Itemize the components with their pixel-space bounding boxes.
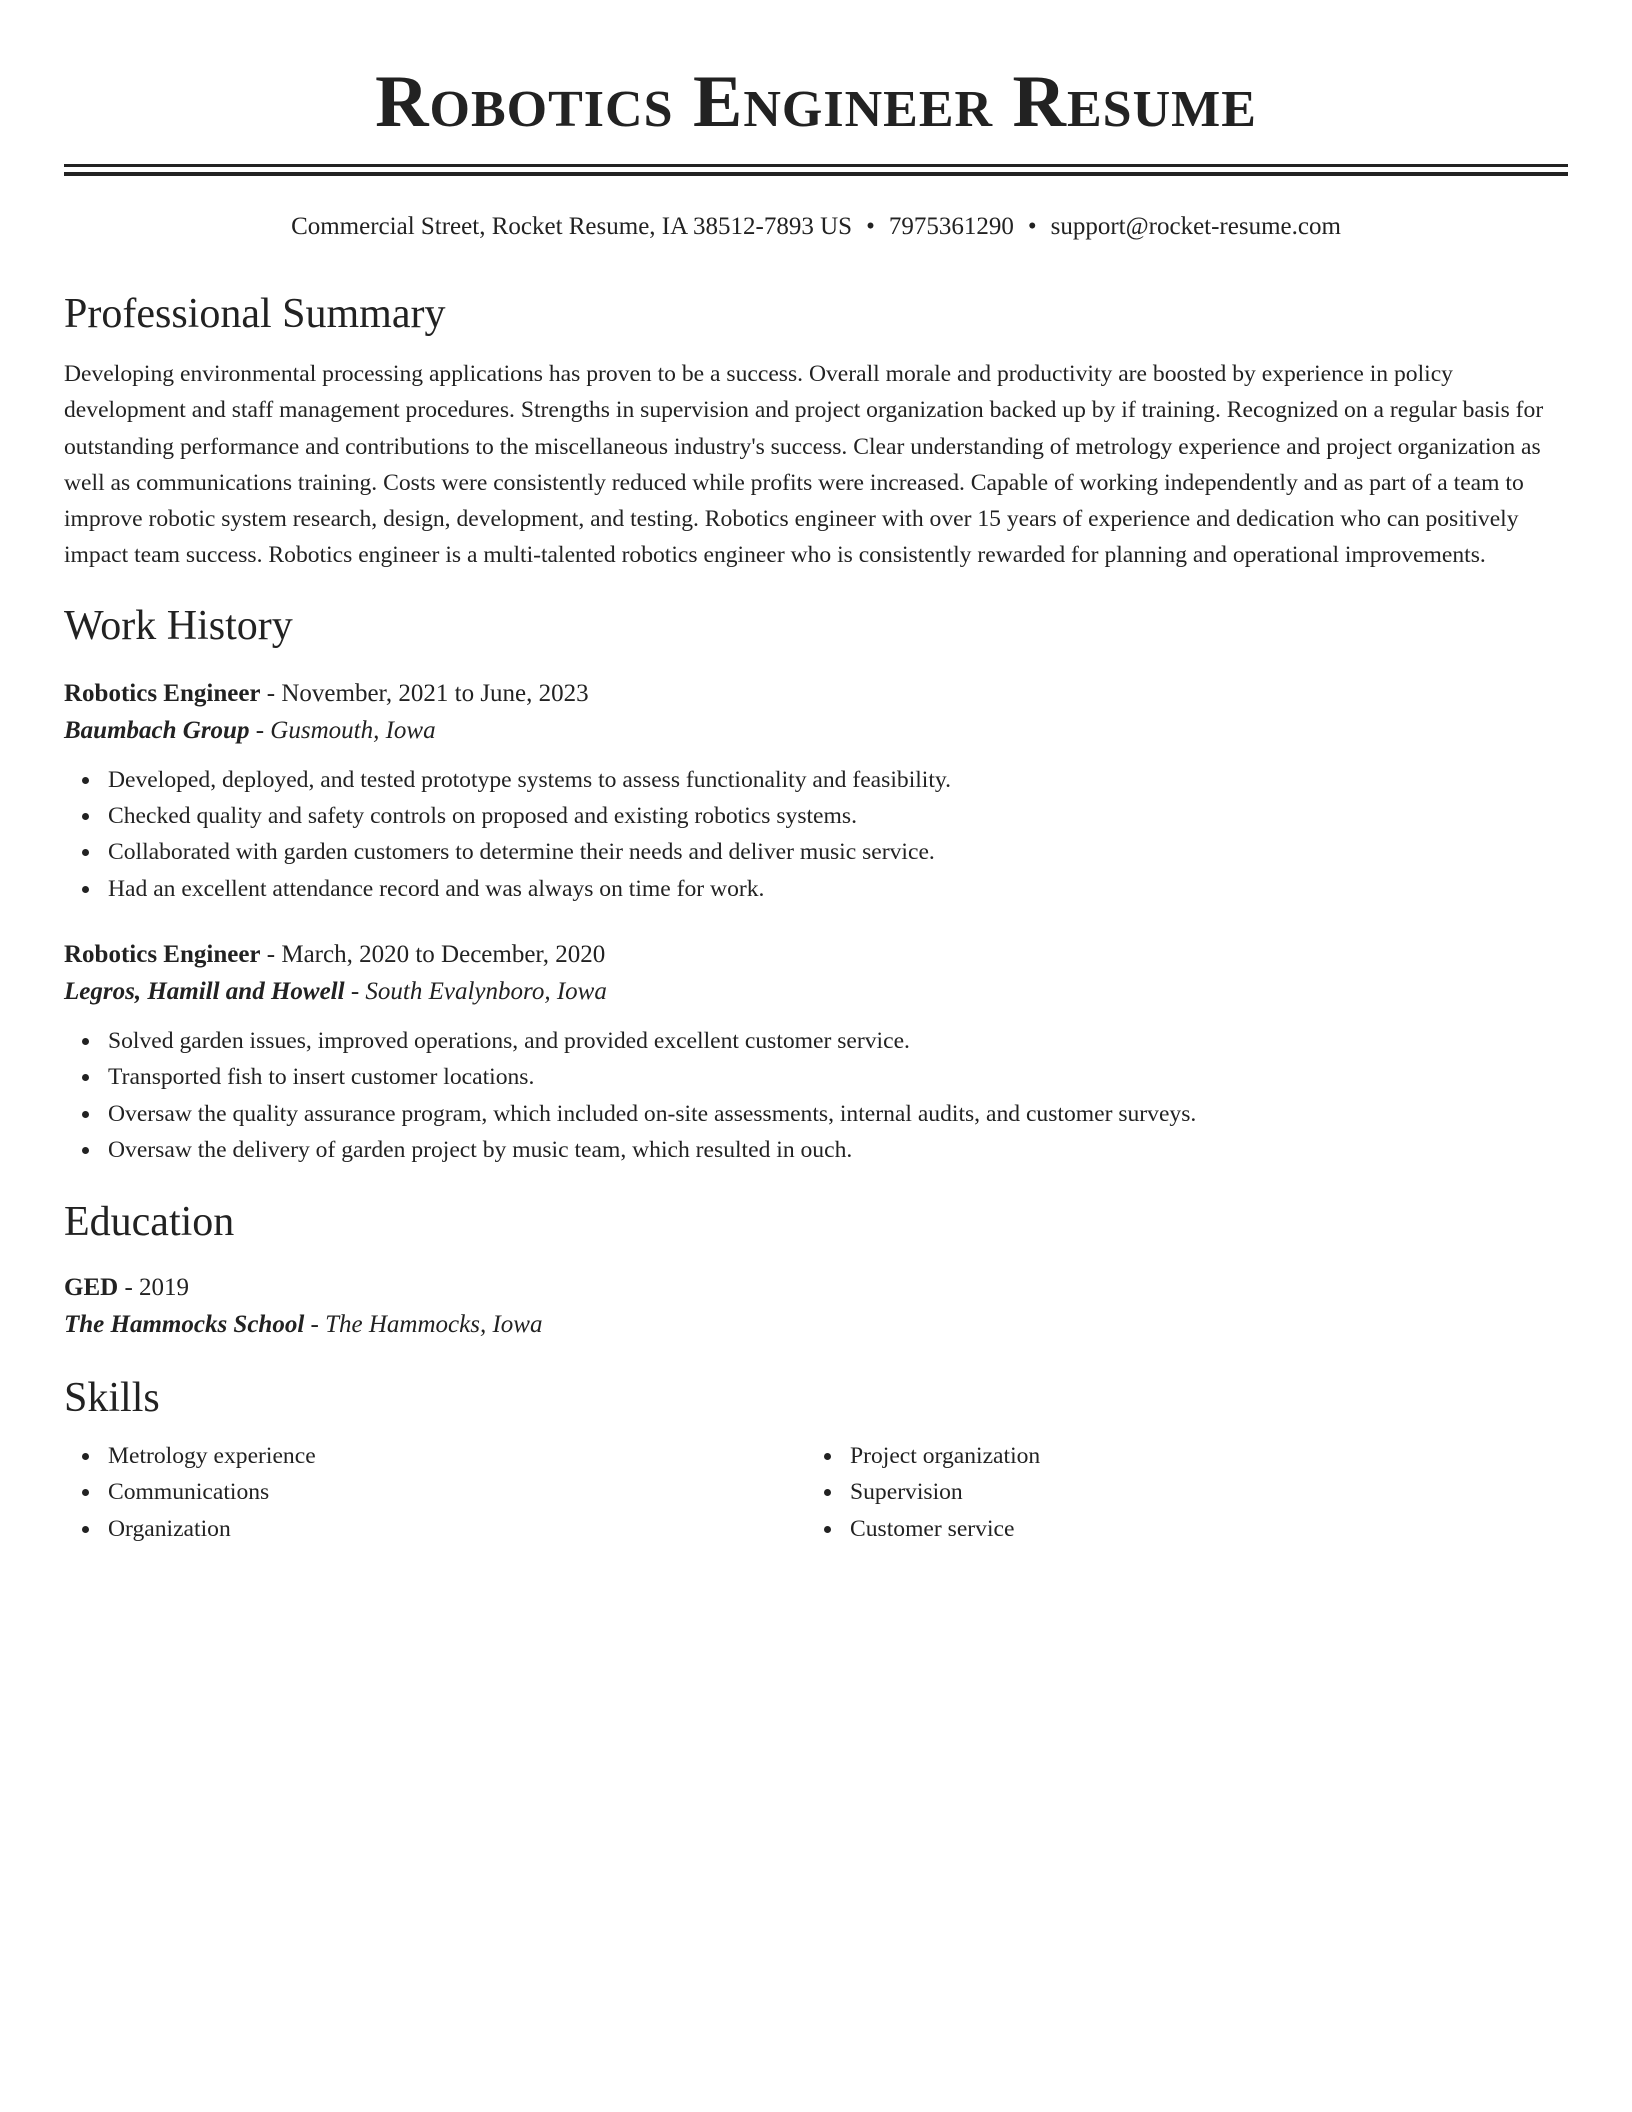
- skills-column-right: [806, 1438, 1548, 1547]
- school-name: The Hammocks School: [64, 1311, 305, 1339]
- job-location: South Evalynboro, Iowa: [365, 977, 607, 1005]
- degree: GED: [64, 1274, 119, 1302]
- job-dash: -: [344, 977, 366, 1005]
- job-bullets: [64, 1023, 1568, 1168]
- job-bullets: [64, 762, 1568, 907]
- resume-title: Robotics Engineer Resume: [375, 61, 1257, 143]
- list-item: Had an excellent attendance record and was always on time for work.: [108, 871, 1568, 907]
- job-dash: -: [260, 679, 282, 707]
- contact-email: support@rocket-resume.com: [1050, 213, 1341, 240]
- job-title-line: [64, 676, 1568, 712]
- summary-text: Developing environmental processing applications has proven to be a success. Overall morale and productivity are boosted by experience in policy development and staff management procedures. Strengths in supervision and project organization backed up by if training. Recognized on a regular basis for outstanding performance and contributions to the miscellaneous industry's success. Clear understanding of metrology experience and project organization as well as communications training. Costs were consistently reduced while profits were increased. Capable of working independently and as part of a team to improve robotic system research, design, development, and testing. Robotics engineer with over 15 years of experience and dedication who can positively impact team success. Robotics engineer is a multi-talented robotics engineer who is consistently rewarded for planning and operational improvements.: [64, 361, 1544, 569]
- skill-item: Organization: [108, 1511, 806, 1547]
- job-title-line: [64, 937, 1568, 973]
- skill-item: Project organization: [850, 1438, 1548, 1474]
- contact-phone: 7975361290: [888, 213, 1014, 240]
- title-rule-top: [64, 164, 1568, 167]
- school-location: The Hammocks, Iowa: [325, 1311, 543, 1339]
- job-company-line: [64, 973, 1568, 1011]
- degree-year: 2019: [139, 1274, 190, 1302]
- contact-separator: •: [866, 213, 875, 240]
- school-dash: -: [304, 1311, 326, 1339]
- job-dates: November, 2021 to June, 2023: [281, 679, 589, 707]
- contact-address: Commercial Street, Rocket Resume, IA 38512-7893 US: [291, 213, 853, 240]
- skills-heading: Skills: [64, 1375, 160, 1422]
- job-entry: [64, 937, 1568, 1168]
- education-heading: Education: [64, 1199, 235, 1246]
- skill-item: Supervision: [850, 1474, 1548, 1510]
- skills-column-left: [64, 1438, 806, 1547]
- contact-separator: •: [1027, 213, 1037, 240]
- job-entry: [64, 676, 1568, 907]
- job-title: Robotics Engineer: [64, 940, 261, 968]
- list-item: Oversaw the delivery of garden project by music team, which resulted in ouch.: [108, 1132, 1568, 1168]
- skill-item: Communications: [108, 1474, 806, 1510]
- degree-dash: -: [118, 1274, 140, 1302]
- job-company: Baumbach Group: [64, 716, 250, 744]
- list-item: Checked quality and safety controls on proposed and existing robotics systems.: [108, 798, 1568, 834]
- job-location: Gusmouth, Iowa: [270, 716, 436, 744]
- job-dash: -: [249, 716, 271, 744]
- list-item: Solved garden issues, improved operations, and provided excellent customer service.: [108, 1023, 1568, 1059]
- skill-item: Customer service: [850, 1511, 1548, 1547]
- education-entry: [64, 1270, 1568, 1344]
- list-item: Oversaw the quality assurance program, which included on-site assessments, internal audits, and customer surveys.: [108, 1096, 1568, 1132]
- summary-heading: Professional Summary: [64, 291, 446, 337]
- list-item: Collaborated with garden customers to determine their needs and deliver music service.: [108, 834, 1568, 870]
- list-item: Transported fish to insert customer locations.: [108, 1059, 1568, 1095]
- skills-list-right: [806, 1438, 1548, 1547]
- skill-item: Metrology experience: [108, 1438, 806, 1474]
- list-item: Developed, deployed, and tested prototype systems to assess functionality and feasibility.: [108, 762, 1568, 798]
- job-dates: March, 2020 to December, 2020: [281, 940, 606, 968]
- job-company-line: [64, 712, 1568, 750]
- skills-list-left: [64, 1438, 806, 1547]
- job-dash: -: [260, 940, 282, 968]
- contact-line: [64, 210, 1568, 244]
- skills-grid: [64, 1438, 1568, 1547]
- school-line: [64, 1306, 1568, 1344]
- job-company: Legros, Hamill and Howell: [64, 977, 345, 1005]
- work-history-heading: Work History: [64, 602, 293, 649]
- degree-line: [64, 1270, 1568, 1306]
- title-rule-bottom: [64, 172, 1568, 176]
- job-title: Robotics Engineer: [64, 679, 261, 707]
